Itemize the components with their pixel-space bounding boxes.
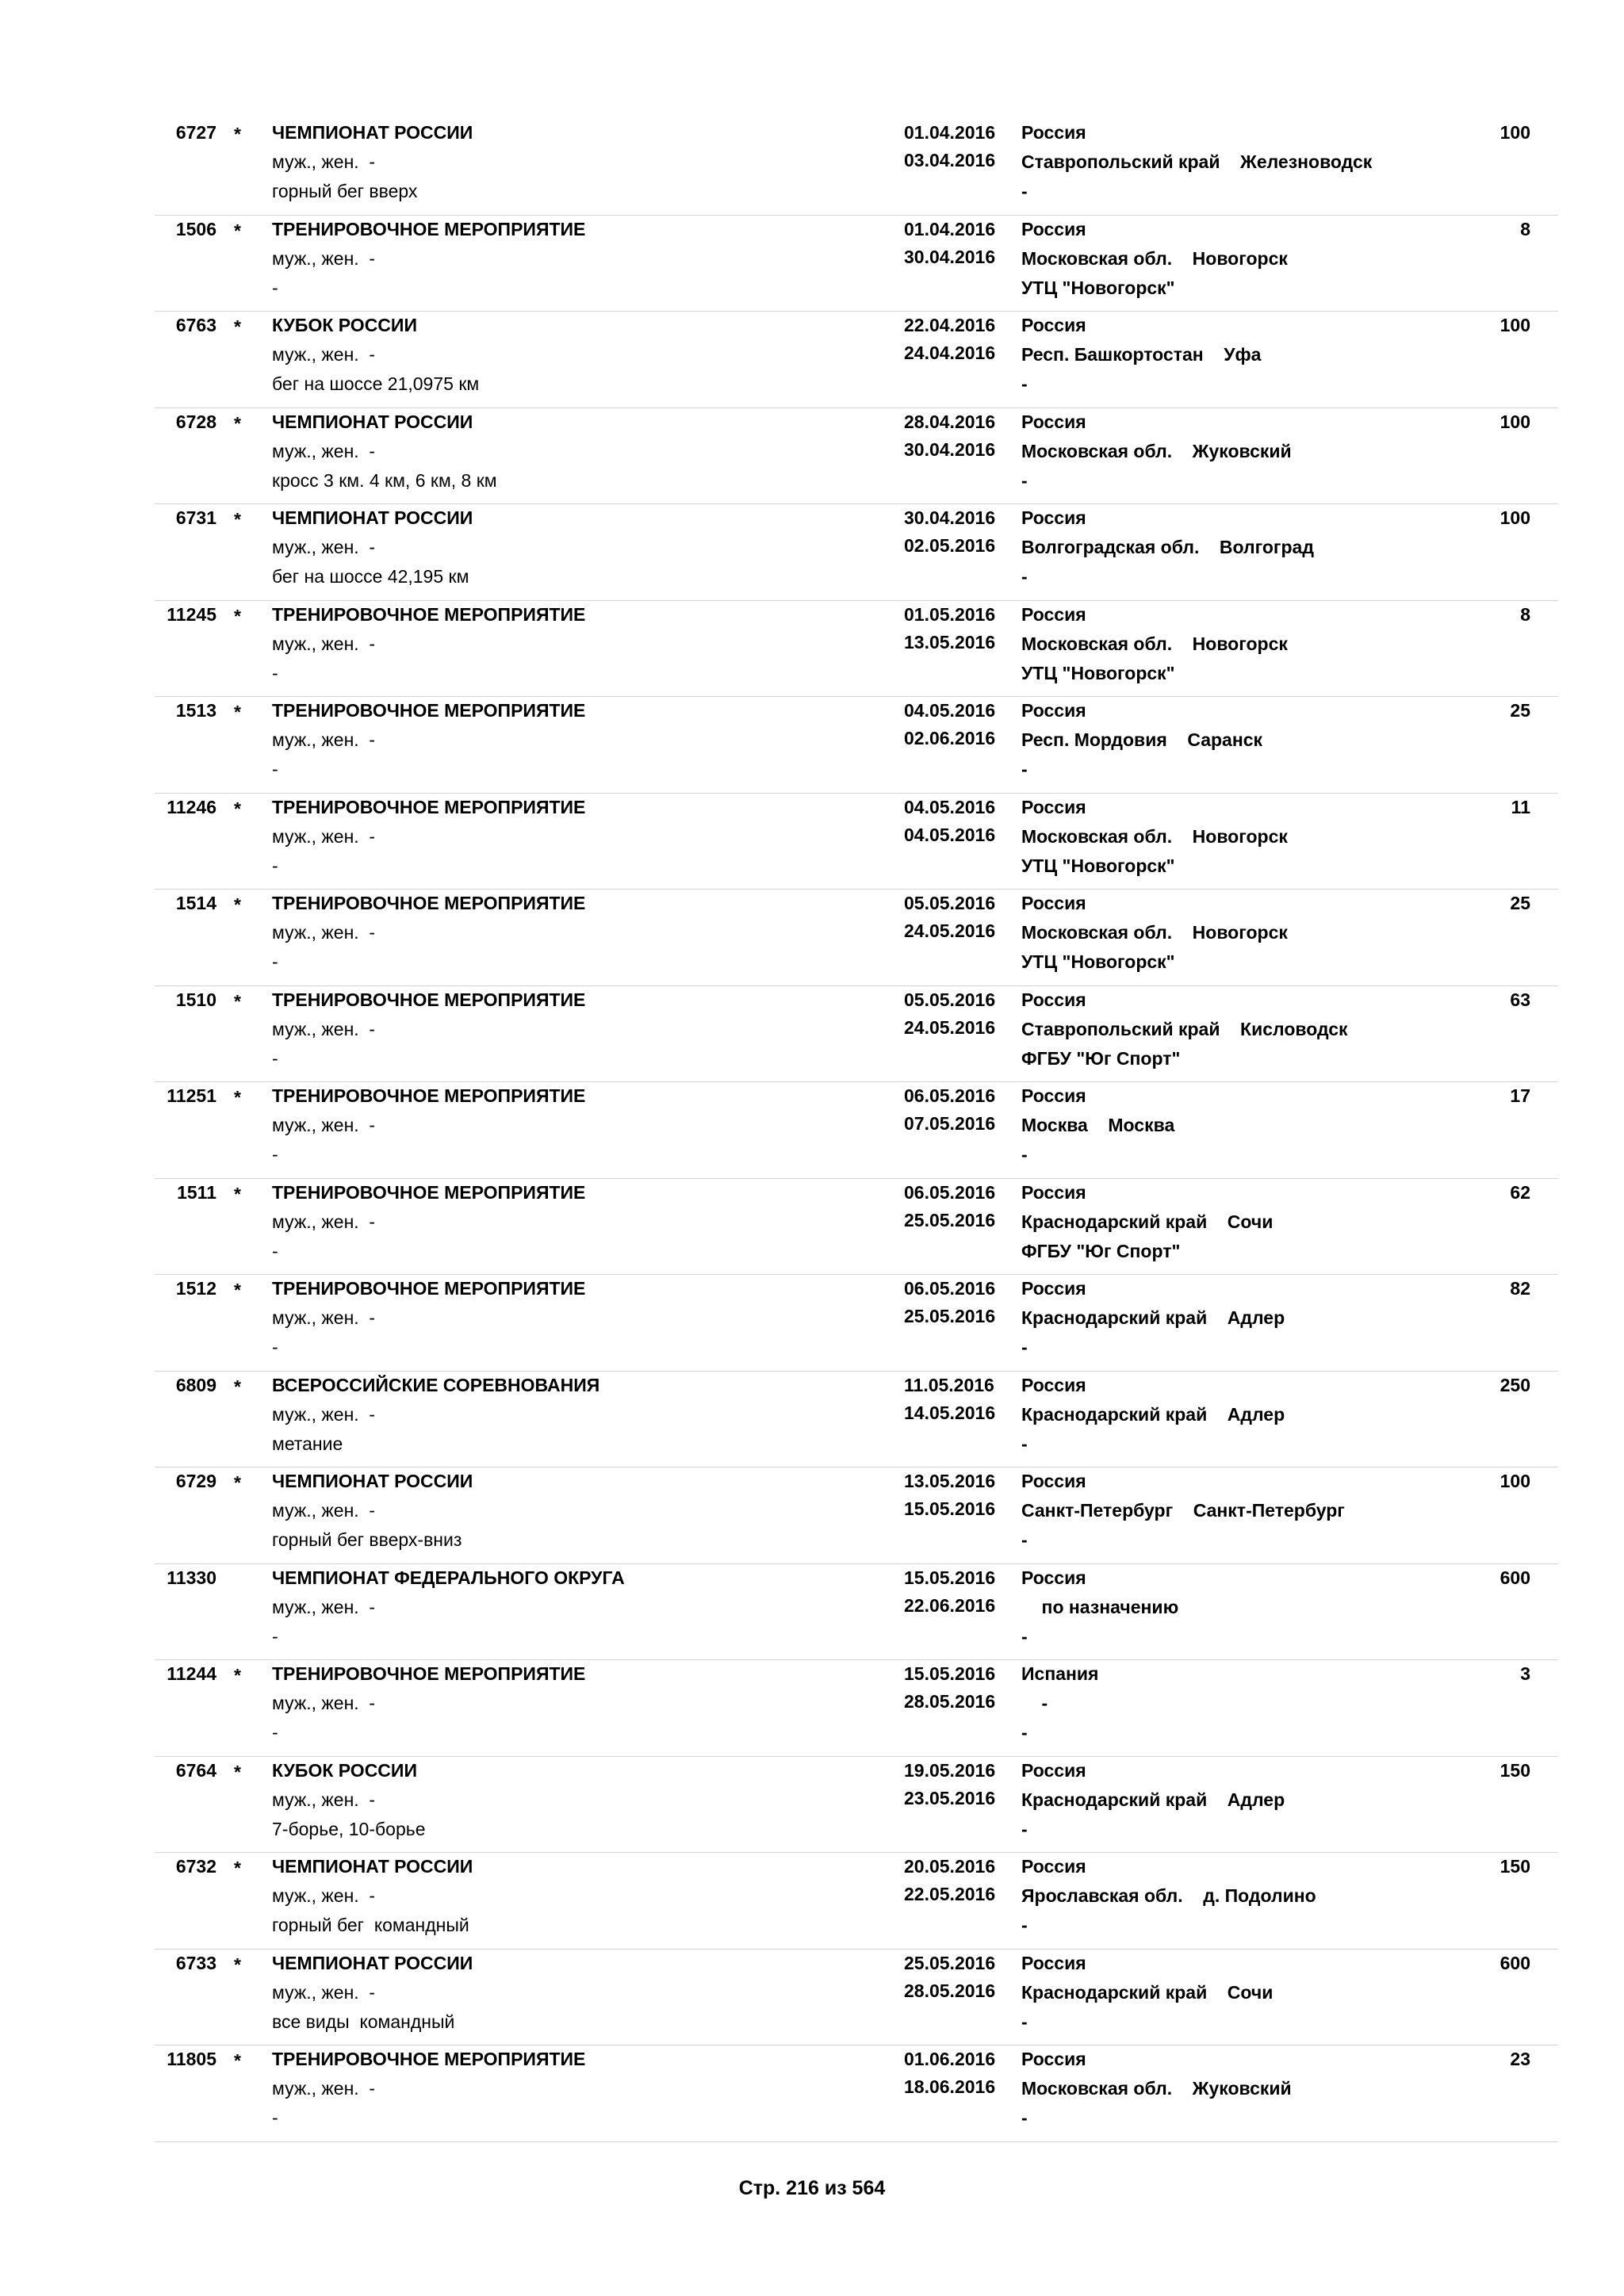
event-id: 1513 (175, 700, 216, 721)
participant-count: 100 (1500, 1471, 1530, 1491)
event-gender: муж., жен. - (272, 1403, 376, 1425)
event-venue: - (1021, 1433, 1028, 1454)
event-venue: - (1021, 2107, 1028, 2128)
event-venue: УТЦ "Новогорск" (1021, 855, 1175, 876)
event-country: Россия (1021, 1181, 1086, 1203)
event-region: Краснодарский край Адлер (1021, 1403, 1285, 1425)
date-start: 05.05.2016 (904, 989, 996, 1010)
priority-mark: * (234, 124, 241, 144)
participant-count: 82 (1510, 1278, 1530, 1299)
date-end: 30.04.2016 (904, 246, 996, 267)
event-gender: муж., жен. - (272, 440, 376, 461)
event-row (155, 119, 1558, 216)
event-venue: УТЦ "Новогорск" (1021, 277, 1175, 298)
event-region: Московская обл. Новогорск (1021, 825, 1288, 847)
event-id: 11246 (167, 796, 216, 817)
event-venue: УТЦ "Новогорск" (1021, 662, 1175, 683)
event-venue: - (1021, 373, 1028, 394)
participant-count: 63 (1510, 989, 1530, 1010)
event-gender: муж., жен. - (272, 633, 376, 654)
event-id: 1511 (177, 1181, 216, 1203)
event-row (155, 216, 1558, 312)
date-start: 22.04.2016 (904, 315, 996, 335)
event-id: 11805 (167, 2049, 216, 2069)
event-discipline: - (272, 1047, 278, 1069)
event-discipline: - (272, 1625, 278, 1647)
priority-mark: * (234, 509, 241, 530)
event-row (155, 408, 1558, 505)
participant-count: 3 (1520, 1663, 1530, 1684)
date-end: 30.04.2016 (904, 438, 996, 460)
event-gender: муж., жен. - (272, 1211, 376, 1232)
priority-mark: * (234, 894, 241, 915)
event-region: Московская обл. Новогорск (1021, 922, 1288, 943)
event-discipline: горный бег командный (272, 1915, 469, 1935)
event-title: ТРЕНИРОВОЧНОЕ МЕРОПРИЯТИЕ (272, 2049, 586, 2069)
event-country: Россия (1021, 2049, 1086, 2069)
event-row (155, 1372, 1558, 1468)
event-title: ТРЕНИРОВОЧНОЕ МЕРОПРИЯТИЕ (272, 1181, 586, 1203)
event-row (155, 1468, 1558, 1564)
event-discipline: - (272, 662, 278, 683)
event-discipline: - (272, 1144, 278, 1165)
event-gender: муж., жен. - (272, 1307, 376, 1328)
date-end: 25.05.2016 (904, 1209, 996, 1230)
event-discipline: горный бег вверх (272, 181, 418, 201)
date-start: 05.05.2016 (904, 893, 996, 913)
event-title: ТРЕНИРОВОЧНОЕ МЕРОПРИЯТИЕ (272, 893, 586, 913)
event-row (155, 1275, 1558, 1372)
event-gender: муж., жен. - (272, 1596, 376, 1617)
event-title: ТРЕНИРОВОЧНОЕ МЕРОПРИЯТИЕ (272, 796, 586, 817)
event-venue: - (1021, 1915, 1028, 1935)
page-number: Стр. 216 из 564 (738, 2177, 886, 2199)
participant-count: 600 (1500, 1952, 1530, 1973)
event-country: Россия (1021, 893, 1086, 913)
event-region: Краснодарский край Сочи (1021, 1981, 1274, 2003)
event-gender: муж., жен. - (272, 729, 376, 750)
event-country: Испания (1021, 1663, 1099, 1684)
priority-mark: * (234, 990, 241, 1012)
event-country: Россия (1021, 1085, 1086, 1106)
event-region: Ставропольский край Железноводск (1021, 151, 1373, 172)
event-gender: муж., жен. - (272, 151, 376, 172)
event-gender: муж., жен. - (272, 1500, 376, 1521)
event-region: по назначению (1021, 1596, 1179, 1617)
priority-mark: * (234, 316, 241, 337)
date-end: 04.05.2016 (904, 824, 996, 845)
event-row (155, 601, 1558, 698)
date-start: 15.05.2016 (904, 1663, 996, 1684)
date-start: 01.05.2016 (904, 603, 996, 625)
event-country: Россия (1021, 1952, 1086, 1973)
event-id: 6727 (175, 122, 216, 143)
date-end: 14.05.2016 (904, 1402, 996, 1423)
event-id: 11245 (167, 603, 216, 625)
event-discipline: - (272, 759, 278, 779)
date-start: 04.05.2016 (904, 700, 996, 721)
date-end: 07.05.2016 (904, 1113, 996, 1134)
event-region: Москва Москва (1021, 1115, 1175, 1135)
event-id: 6728 (175, 411, 216, 432)
participant-count: 600 (1500, 1567, 1530, 1588)
event-gender: муж., жен. - (272, 1018, 376, 1039)
event-row (155, 697, 1558, 794)
event-id: 6731 (175, 507, 216, 528)
event-discipline: - (272, 2107, 278, 2128)
event-row (155, 794, 1558, 890)
participant-count: 100 (1500, 411, 1530, 432)
date-start: 01.04.2016 (904, 218, 996, 239)
event-gender: муж., жен. - (272, 922, 376, 943)
event-id: 11251 (167, 1085, 216, 1106)
event-title: ЧЕМПИОНАТ РОССИИ (272, 1471, 473, 1491)
date-end: 28.05.2016 (904, 1980, 996, 2001)
priority-mark: * (234, 1087, 241, 1108)
participant-count: 100 (1500, 315, 1530, 335)
date-start: 13.05.2016 (904, 1471, 996, 1491)
event-venue: - (1021, 1722, 1028, 1743)
priority-mark: * (234, 605, 241, 626)
event-id: 6809 (175, 1374, 216, 1395)
participant-count: 62 (1510, 1181, 1530, 1203)
date-end: 22.05.2016 (904, 1884, 996, 1904)
participant-count: 25 (1510, 893, 1530, 913)
event-discipline: все виды командный (272, 2011, 455, 2032)
date-end: 02.06.2016 (904, 728, 996, 748)
event-row (155, 986, 1558, 1083)
event-region: Санкт-Петербург Санкт-Петербург (1021, 1500, 1345, 1521)
event-id: 6732 (175, 1856, 216, 1877)
priority-mark: * (234, 1665, 241, 1686)
event-discipline: - (272, 1722, 278, 1743)
event-country: Россия (1021, 507, 1086, 528)
event-row (155, 504, 1558, 601)
participant-count: 8 (1520, 218, 1530, 239)
event-discipline: кросс 3 км. 4 км, 6 км, 8 км (272, 469, 497, 491)
event-country: Россия (1021, 315, 1086, 335)
event-country: Россия (1021, 411, 1086, 432)
event-discipline: - (272, 951, 278, 972)
priority-mark: * (234, 1183, 241, 1204)
priority-mark: * (234, 1761, 241, 1782)
priority-mark: * (234, 412, 241, 434)
date-start: 25.05.2016 (904, 1952, 996, 1973)
event-id: 11244 (167, 1663, 216, 1684)
event-venue: - (1021, 2011, 1028, 2032)
date-end: 13.05.2016 (904, 631, 996, 652)
event-region: Московская обл. Новогорск (1021, 633, 1288, 654)
event-venue: ФГБУ "Юг Спорт" (1021, 1047, 1181, 1069)
event-row (155, 2045, 1558, 2142)
event-country: Россия (1021, 1471, 1086, 1491)
event-gender: муж., жен. - (272, 825, 376, 847)
event-row (155, 890, 1558, 986)
event-list (155, 119, 1558, 2142)
event-region: Краснодарский край Адлер (1021, 1307, 1285, 1328)
participant-count: 100 (1500, 507, 1530, 528)
event-gender: муж., жен. - (272, 1693, 376, 1713)
event-id: 11330 (167, 1567, 216, 1588)
event-title: ЧЕМПИОНАТ РОССИИ (272, 122, 473, 143)
event-gender: муж., жен. - (272, 344, 376, 365)
date-end: 24.04.2016 (904, 342, 996, 363)
event-gender: муж., жен. - (272, 1981, 376, 2003)
event-venue: - (1021, 469, 1028, 491)
event-region: Ярославская обл. д. Подолино (1021, 1885, 1316, 1906)
event-country: Россия (1021, 1278, 1086, 1299)
priority-mark: * (234, 2050, 241, 2071)
event-region: Ставропольский край Кисловодск (1021, 1018, 1348, 1039)
priority-mark: * (234, 1858, 241, 1878)
event-row (155, 1564, 1558, 1661)
event-discipline: 7-борье, 10-борье (272, 1818, 426, 1839)
event-row (155, 312, 1558, 408)
event-region: - (1021, 1693, 1048, 1713)
event-region: Волгоградская обл. Волгоград (1021, 537, 1314, 557)
participant-count: 17 (1510, 1085, 1530, 1106)
event-country: Россия (1021, 700, 1086, 721)
priority-mark: * (234, 1376, 241, 1397)
date-start: 20.05.2016 (904, 1856, 996, 1877)
event-gender: муж., жен. - (272, 1885, 376, 1906)
event-title: ЧЕМПИОНАТ РОССИИ (272, 1856, 473, 1877)
event-title: ТРЕНИРОВОЧНОЕ МЕРОПРИЯТИЕ (272, 1663, 586, 1684)
event-region: Респ. Башкортостан Уфа (1021, 344, 1262, 365)
date-end: 28.05.2016 (904, 1691, 996, 1712)
priority-mark: * (234, 798, 241, 819)
event-venue: - (1021, 1818, 1028, 1839)
priority-mark: * (234, 220, 241, 241)
event-venue: - (1021, 1337, 1028, 1357)
event-title: ВСЕРОССИЙСКИЕ СОРЕВНОВАНИЯ (272, 1374, 600, 1395)
event-id: 1512 (175, 1278, 216, 1299)
event-row (155, 1853, 1558, 1950)
date-start: 28.04.2016 (904, 411, 996, 432)
event-title: ТРЕНИРОВОЧНОЕ МЕРОПРИЯТИЕ (272, 700, 586, 721)
event-discipline: бег на шоссе 21,0975 км (272, 373, 480, 394)
event-id: 1510 (175, 989, 216, 1010)
event-id: 1514 (175, 893, 216, 913)
date-start: 01.04.2016 (904, 122, 996, 143)
event-region: Московская обл. Новогорск (1021, 247, 1288, 269)
event-discipline: горный бег вверх-вниз (272, 1529, 462, 1550)
event-gender: муж., жен. - (272, 1115, 376, 1135)
event-venue: - (1021, 1625, 1028, 1647)
event-region: Московская обл. Жуковский (1021, 2078, 1292, 2099)
event-venue: - (1021, 759, 1028, 779)
event-country: Россия (1021, 1759, 1086, 1781)
event-id: 6764 (175, 1759, 216, 1781)
event-venue: - (1021, 1144, 1028, 1165)
event-country: Россия (1021, 1374, 1086, 1395)
event-row (155, 1082, 1558, 1179)
event-title: ТРЕНИРОВОЧНОЕ МЕРОПРИЯТИЕ (272, 1085, 586, 1106)
date-end: 15.05.2016 (904, 1498, 996, 1519)
participant-count: 8 (1520, 603, 1530, 625)
event-title: ТРЕНИРОВОЧНОЕ МЕРОПРИЯТИЕ (272, 989, 586, 1010)
date-start: 06.05.2016 (904, 1085, 996, 1106)
date-start: 01.06.2016 (904, 2049, 996, 2069)
event-country: Россия (1021, 1856, 1086, 1877)
participant-count: 150 (1500, 1759, 1530, 1781)
event-title: КУБОК РОССИИ (272, 315, 417, 335)
event-title: ТРЕНИРОВОЧНОЕ МЕРОПРИЯТИЕ (272, 218, 586, 239)
date-start: 04.05.2016 (904, 796, 996, 817)
participant-count: 100 (1500, 122, 1530, 143)
event-id: 1506 (175, 218, 216, 239)
date-end: 25.05.2016 (904, 1306, 996, 1326)
event-row (155, 1179, 1558, 1276)
event-row (155, 1757, 1558, 1854)
event-region: Краснодарский край Адлер (1021, 1789, 1285, 1810)
date-end: 18.06.2016 (904, 2076, 996, 2097)
event-country: Россия (1021, 989, 1086, 1010)
event-id: 6763 (175, 315, 216, 335)
date-start: 11.05.2016 (904, 1374, 994, 1395)
event-title: ТРЕНИРОВОЧНОЕ МЕРОПРИЯТИЕ (272, 603, 586, 625)
priority-mark: * (234, 1472, 241, 1493)
participant-count: 11 (1511, 796, 1530, 817)
event-id: 6729 (175, 1471, 216, 1491)
date-start: 06.05.2016 (904, 1181, 996, 1203)
date-end: 22.06.2016 (904, 1594, 996, 1616)
participant-count: 23 (1510, 2049, 1530, 2069)
date-end: 24.05.2016 (904, 920, 996, 941)
priority-mark: * (234, 1280, 241, 1300)
event-venue: ФГБУ "Юг Спорт" (1021, 1240, 1181, 1261)
event-discipline: - (272, 1240, 278, 1261)
event-region: Респ. Мордовия Саранск (1021, 729, 1263, 750)
date-end: 03.04.2016 (904, 150, 996, 170)
event-region: Краснодарский край Сочи (1021, 1211, 1274, 1232)
event-title: ЧЕМПИОНАТ РОССИИ (272, 507, 473, 528)
participant-count: 150 (1500, 1856, 1530, 1877)
participant-count: 250 (1500, 1374, 1530, 1395)
date-end: 24.05.2016 (904, 1016, 996, 1038)
date-start: 19.05.2016 (904, 1759, 996, 1781)
event-title: ЧЕМПИОНАТ РОССИИ (272, 411, 473, 432)
event-region: Московская обл. Жуковский (1021, 440, 1292, 461)
event-title: ЧЕМПИОНАТ ФЕДЕРАЛЬНОГО ОКРУГА (272, 1567, 625, 1588)
event-venue: - (1021, 1529, 1028, 1550)
event-title: ТРЕНИРОВОЧНОЕ МЕРОПРИЯТИЕ (272, 1278, 586, 1299)
event-country: Россия (1021, 122, 1086, 143)
date-end: 23.05.2016 (904, 1787, 996, 1808)
event-discipline: - (272, 855, 278, 876)
event-venue: - (1021, 566, 1028, 587)
date-start: 15.05.2016 (904, 1567, 996, 1588)
event-discipline: бег на шоссе 42,195 км (272, 566, 469, 587)
event-country: Россия (1021, 796, 1086, 817)
event-id: 6733 (175, 1952, 216, 1973)
event-discipline: - (272, 1337, 278, 1357)
priority-mark: * (234, 702, 241, 722)
event-country: Россия (1021, 603, 1086, 625)
event-country: Россия (1021, 1567, 1086, 1588)
event-venue: - (1021, 181, 1028, 201)
date-start: 30.04.2016 (904, 507, 996, 528)
event-title: КУБОК РОССИИ (272, 1759, 417, 1781)
event-discipline: - (272, 277, 278, 298)
date-end: 02.05.2016 (904, 535, 996, 556)
event-gender: муж., жен. - (272, 247, 376, 269)
event-title: ЧЕМПИОНАТ РОССИИ (272, 1952, 473, 1973)
event-gender: муж., жен. - (272, 1789, 376, 1810)
event-row (155, 1660, 1558, 1757)
event-country: Россия (1021, 218, 1086, 239)
event-venue: УТЦ "Новогорск" (1021, 951, 1175, 972)
event-gender: муж., жен. - (272, 537, 376, 557)
priority-mark: * (234, 1954, 241, 1975)
date-start: 06.05.2016 (904, 1278, 996, 1299)
participant-count: 25 (1510, 700, 1530, 721)
event-row (155, 1950, 1558, 2046)
event-discipline: метание (272, 1433, 343, 1454)
event-gender: муж., жен. - (272, 2078, 376, 2099)
